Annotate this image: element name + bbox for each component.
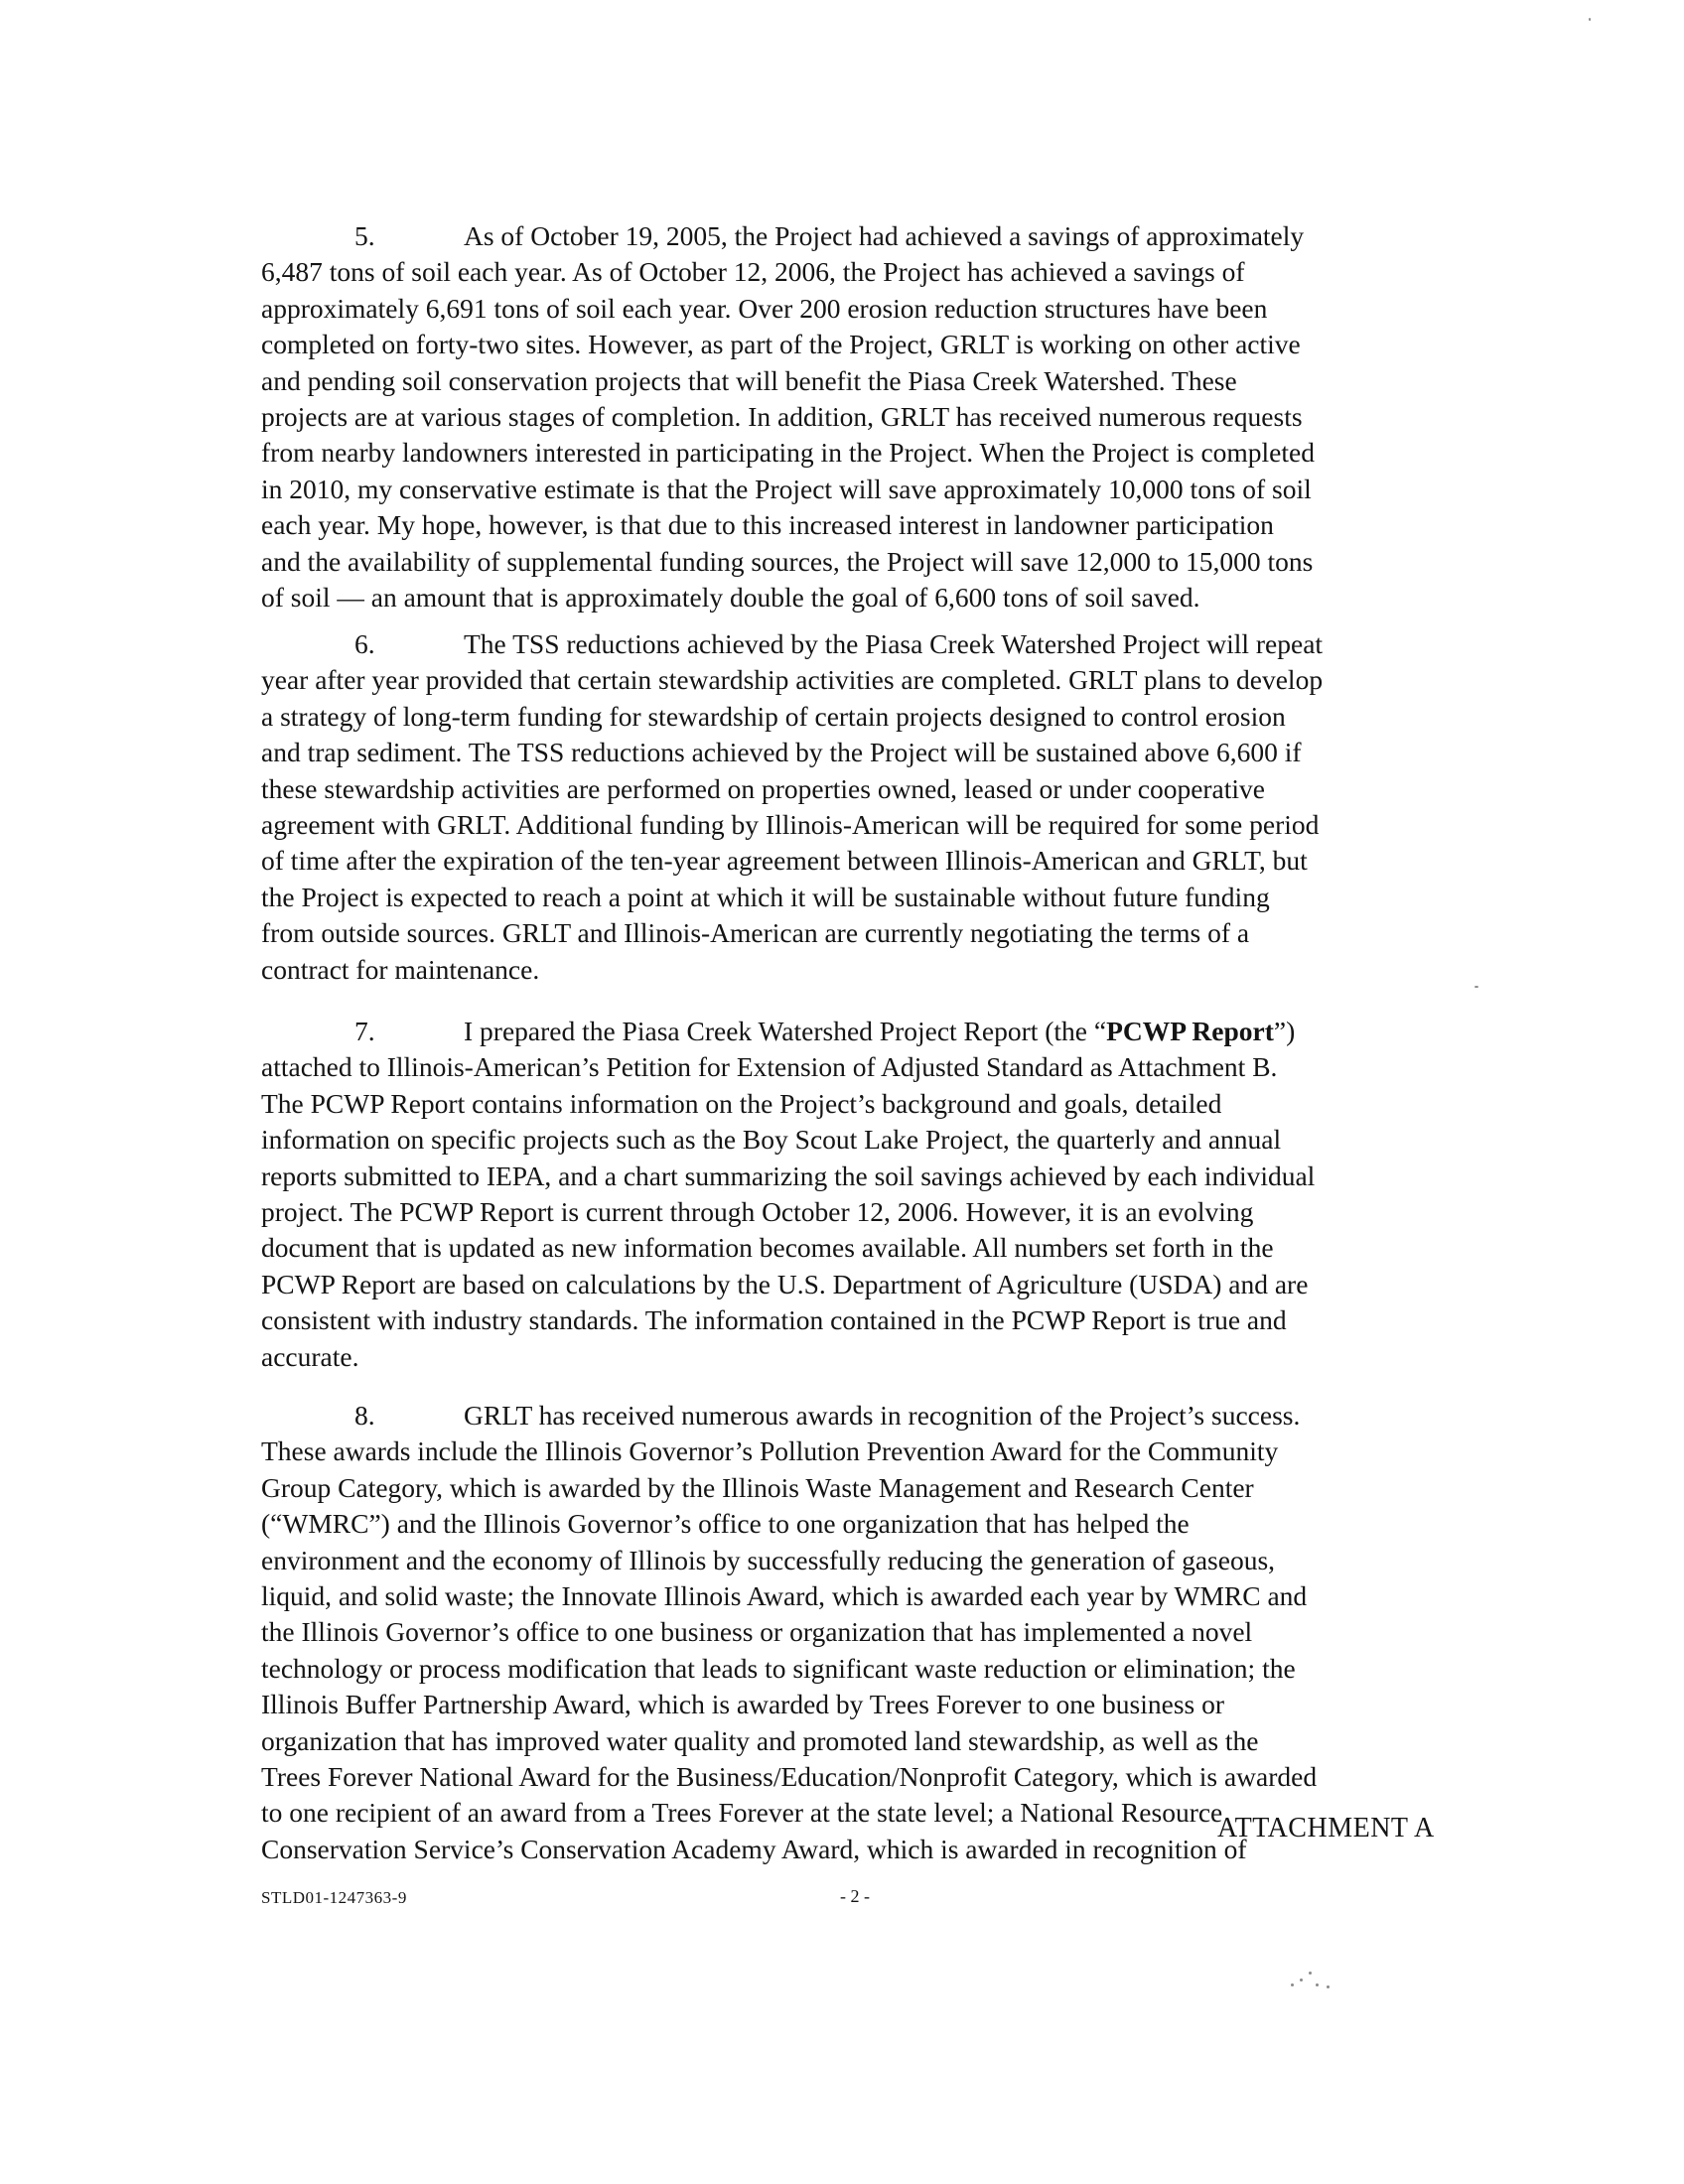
paragraph-8-line-1	[261, 1398, 1463, 1433]
paragraph-5-line: and the availability of supplemental funding sources, the Project will save 12,000 to 15,000 tons	[261, 545, 1314, 577]
scan-speck	[1300, 1979, 1303, 1981]
paragraph-8-line: (“WMRC”) and the Illinois Governor’s office to one organization that has helped the	[261, 1508, 1190, 1540]
paragraph-6-line: contract for maintenance.	[261, 953, 540, 985]
scan-speck	[1327, 1985, 1330, 1988]
scan-speck	[1589, 18, 1591, 21]
scan-speck	[1309, 1972, 1312, 1975]
paragraph-5-line: 6,487 tons of soil each year. As of October 12, 2006, the Project has achieved a savings of	[261, 256, 1245, 288]
paragraph-8-line: Conservation Service’s Conservation Academy Award, which is awarded in recognition of	[261, 1833, 1247, 1864]
paragraph-6-number: 6.	[354, 628, 375, 659]
scan-speck	[1316, 1983, 1319, 1986]
paragraph-7-text-post: ”)	[1273, 1016, 1296, 1046]
paragraph-6-line: from outside sources. GRLT and Illinois-American are currently negotiating the terms of a	[261, 917, 1250, 949]
scan-speck	[1291, 1983, 1294, 1986]
paragraph-6-line: the Project is expected to reach a point at which it will be sustainable without future funding	[261, 881, 1270, 912]
paragraph-7-line: reports submitted to IEPA, and a chart summarizing the soil savings achieved by each individual	[261, 1160, 1316, 1191]
paragraph-8-text: GRLT has received numerous awards in recognition of the Project’s success.	[464, 1400, 1301, 1431]
paragraph-5-line: completed on forty-two sites. However, as part of the Project, GRLT is working on other active	[261, 329, 1301, 360]
paragraph-8	[261, 1398, 1463, 1867]
paragraph-6-line-1	[261, 626, 1463, 662]
paragraph-5-line-1	[261, 218, 1463, 254]
paragraph-5	[261, 218, 1463, 615]
paragraph-6-line: of time after the expiration of the ten-year agreement between Illinois-American and GRLT, but	[261, 845, 1308, 877]
paragraph-5-text: As of October 19, 2005, the Project had achieved a savings of approximately	[464, 220, 1305, 251]
paragraph-6-line: agreement with GRLT. Additional funding by Illinois-American will be required for some period	[261, 808, 1320, 840]
paragraph-8-line: liquid, and solid waste; the Innovate Illinois Award, which is awarded each year by WMRC and	[261, 1579, 1308, 1611]
paragraph-6-line: year after year provided that certain stewardship activities are completed. GRLT plans to develop	[261, 664, 1324, 696]
paragraph-7-line: document that is updated as new information becomes available. All numbers set forth in the	[261, 1232, 1274, 1264]
paragraph-6-line: a strategy of long-term funding for stewardship of certain projects designed to control erosion	[261, 700, 1286, 732]
paragraph-6-line: and trap sediment. The TSS reductions achieved by the Project will be sustained above 6,600 if	[261, 737, 1302, 768]
paragraph-6	[261, 626, 1463, 988]
paragraph-7-line: accurate.	[261, 1340, 359, 1372]
paragraph-5-line: and pending soil conservation projects that will benefit the Piasa Creek Watershed. These	[261, 364, 1237, 396]
paragraph-7-number: 7.	[354, 1016, 375, 1046]
paragraph-7-line: attached to Illinois-American’s Petition for Extension of Adjusted Standard as Attachment B.	[261, 1051, 1278, 1083]
paragraph-5-line: each year. My hope, however, is that due to this increased interest in landowner participation	[261, 509, 1274, 541]
paragraph-5-line: approximately 6,691 tons of soil each year. Over 200 erosion reduction structures have been	[261, 292, 1268, 324]
paragraph-7-line: project. The PCWP Report is current through October 12, 2006. However, it is an evolving	[261, 1195, 1254, 1227]
paragraph-5-line: in 2010, my conservative estimate is that the Project will save approximately 10,000 tons of soil	[261, 473, 1312, 504]
paragraph-8-line: Trees Forever National Award for the Business/Education/Nonprofit Category, which is awarded	[261, 1760, 1318, 1792]
paragraph-7-line: consistent with industry standards. The information contained in the PCWP Report is true and	[261, 1304, 1287, 1336]
scan-speck	[1474, 986, 1478, 988]
paragraph-7-line: information on specific projects such as the Boy Scout Lake Project, the quarterly and annual	[261, 1124, 1282, 1156]
footer-page-number: - 2 -	[840, 1886, 870, 1906]
paragraph-8-line: environment and the economy of Illinois by successfully reducing the generation of gaseous,	[261, 1544, 1276, 1575]
paragraph-8-line: Illinois Buffer Partnership Award, which is awarded by Trees Forever to one business or	[261, 1689, 1225, 1720]
paragraph-7-line: PCWP Report are based on calculations by the U.S. Department of Agriculture (USDA) and are	[261, 1268, 1309, 1299]
paragraph-7-text-pre: I prepared the Piasa Creek Watershed Project Report (the “	[464, 1016, 1107, 1046]
paragraph-8-line: the Illinois Governor’s office to one business or organization that has implemented a novel	[261, 1616, 1253, 1648]
attachment-label: ATTACHMENT A	[1217, 1813, 1435, 1843]
paragraph-5-line: from nearby landowners interested in participating in the Project. When the Project is completed	[261, 437, 1315, 469]
paragraph-8-line: These awards include the Illinois Governor’s Pollution Prevention Award for the Community	[261, 1435, 1279, 1467]
paragraph-8-number: 8.	[354, 1400, 375, 1431]
paragraph-6-text: The TSS reductions achieved by the Piasa Creek Watershed Project will repeat	[464, 628, 1324, 659]
paragraph-8-line: Group Category, which is awarded by the Illinois Waste Management and Research Center	[261, 1471, 1254, 1503]
paragraph-8-line: organization that has improved water quality and promoted land stewardship, as well as the	[261, 1724, 1259, 1756]
paragraph-8-line: to one recipient of an award from a Trees Forever at the state level; a National Resource	[261, 1797, 1223, 1829]
paragraph-6-line: these stewardship activities are performed on properties owned, leased or under cooperative	[261, 772, 1266, 804]
paragraph-8-line: technology or process modification that leads to significant waste reduction or elimination; the	[261, 1652, 1296, 1684]
paragraph-7-line: The PCWP Report contains information on the Project’s background and goals, detailed	[261, 1087, 1222, 1119]
paragraph-5-number: 5.	[354, 220, 375, 251]
paragraph-5-line: of soil — an amount that is approximately double the goal of 6,600 tons of soil saved.	[261, 581, 1200, 613]
paragraph-5-line: projects are at various stages of completion. In addition, GRLT has received numerous requests	[261, 400, 1303, 432]
paragraph-7	[261, 1014, 1463, 1375]
footer-document-id: STLD01-1247363-9	[261, 1888, 407, 1907]
pcwp-report-defined-term: PCWP Report	[1106, 1016, 1274, 1046]
paragraph-7-line-1	[261, 1014, 1463, 1049]
